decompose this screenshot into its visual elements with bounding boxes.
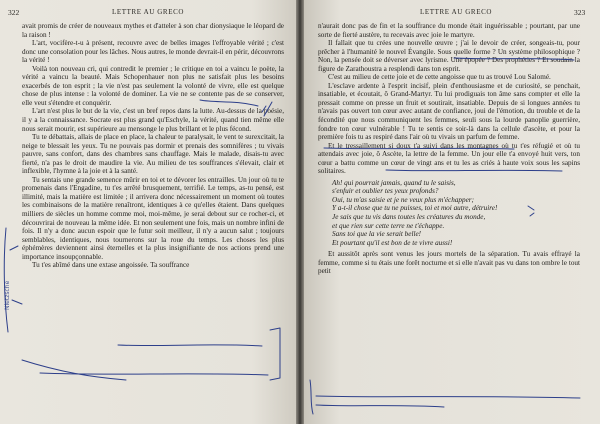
ink-underline [118,345,262,346]
right-paragraph: n'aurait donc pas de fin et la souffrance du monde était inguérissable ; pourtant, par une sorte de fierté austère, tu recevais avec joie le martyre. [318,22,580,39]
poem-line: Je sais que tu vis dans toutes les créatures du monde, [332,213,486,222]
ink-check-mark [262,102,272,116]
right-paragraph: Et aussitôt après sont venus les jours mortels de la séparation. Tu avais effrayé la femme, comme si tu étais une forêt nocturne et si elle n'avait pas vu dans ton ombre le tout petit [318,250,580,276]
right-paragraph: C'est au milieu de cette joie et de cette angoisse que tu as trouvé Lou Salomé. [328,73,551,82]
ink-margin-stroke [10,246,22,304]
ink-tick [528,206,534,216]
left-paragraph: Tu te débattais, allais de place en place, la chaleur te paralysait, le vent te surexcitait, la neige te blessait les yeux. Tu ne pouvais pas dormir et prenais des somnifères ; tu vivais pauvre, sans confort, dans des chambres sans chauffage. Mais le malade, disais-tu avec fierté, n'a pas le droit de maudire la vie. Au milieu de tes souffrances s'élevait, clair et inflexible, l'hymne à la joie et à la santé. [22,133,284,176]
ink-vertical-mark [310,380,313,414]
handwritten-margin-note: Nietzsche [4,280,11,310]
left-paragraph: Tu sentais une grande semence mûrir en toi et te dévorer les entrailles. Un jour où tu te promenais dans l'Engadine, tu t'es arrêté brusquement, terrifié. Le temps, as-tu pensé, est illimité, mais la matière est limitée ; il arrivera donc nécessairement un moment où toutes les combinaisons de la matière renaîtront, identiques à ce qu'elles étaient. Dans quelques milliers de siècles un homme comme moi, moi-même, je serai debout sur ce rocher-ci, et découvrirai de nouveau la même idée. Et non seulement une fois, mais un nombre infini de fois. Il n'y a donc aucun espoir que le futur soit meilleur, il n'y a aucun salut ; toujours semblables, identiques, nous tournerons sur la roue du temps. Les choses les plus éphémères deviennent ainsi éternelles et la plus insignifiante de nos actions prend une importance insoupçonnable. [22,175,284,261]
left-paragraph: Tu t'es abîmé dans une extase angoissée. Ta souffrance [32,261,190,270]
left-paragraph: L'art, vocifère-t-u à présent, recouvre avec de belles images l'effroyable vérité ; c'est donc une consolation pour les lâches. Nous autres, le monde devrait-il en périr, découvrons la vérité ! [22,39,284,65]
pen-annotations-right [304,0,600,424]
right-page [304,0,600,424]
ink-bracket [270,328,280,380]
right-paragraph: Il fallait que tu crées une nouvelle œuvre ; j'ai le devoir de créer, songeais-tu, pour prêcher à l'humanité le nouvel Évangile. Sous quelle forme ? Un système philosophique ? Non, la pensée doit se déverser avec lyrisme. Une épopée ? Des prophéties ? Et soudain la figure de Zarathoustra a resplendi dans ton esprit. [318,39,580,73]
poem-line: Oui, tu m'as saisie et je ne veux plus m'échapper; [332,195,474,204]
poem-line: Ah! qui pourrait jamais, quand tu le saisis, [332,178,456,187]
ink-underline [324,148,514,149]
poem-line: s'enfuir et oublier tes yeux profonds? [332,187,439,196]
left-running-head: LETTRE AU GRECO [112,8,184,16]
ink-margin-bracket [4,228,8,332]
ink-underline [386,170,562,171]
left-paragraph: avait promis de créer de nouveaux mythes et d'atteler à son char dionysiaque le léopard de la raison ! [22,22,284,39]
book-gutter [296,0,304,424]
right-running-head: LETTRE AU GRECO [420,8,492,16]
pen-annotations-left [0,0,296,424]
poem-line: Sans toi que la vie serait belle! [332,230,422,239]
poem-line: Et pourtant qu'il est bon de te vivre aussi! [332,238,453,247]
left-page [0,0,296,424]
left-page-number: 322 [8,8,20,17]
right-paragraph: L'esclave ardente à l'esprit incisif, plein d'enthousiasme et de curiosité, se penchait, insatiable, et écoutait, ô Grand-Martyr. Tu lui prodiguais ton âme sans compter et elle la pressait comme on presse un fruit et soutirait, insatiable. Depuis de si longues années tu n'avais pas ouvert ton cœur avec autant de confiance, joui de l'émotion, du trouble et de la fécondité que nous communiquent les femmes, seuli sous la lourde panoplie guerrière, fondre ton cœur vulnérable ! Tu te sentis ce soir-là dans la cellule d'ascète, et pour la première fois tu as respiré dans l'air où tu vivais un parfum de femme. [318,81,580,142]
right-page-number: 323 [574,8,586,17]
poem-line: Y a-t-il chose que tu ne puisses, toi et moi autre, détruire! [332,204,498,213]
right-paragraph: Et le tressaillement si doux t'a suivi dans les montagnes où tu t'es réfugié et où tu attendais avec joie, ô Ascète, la lettre de la femme. Un jour elle t'a envoyé huit vers, ton cœur a battu comme un cœur de vingt ans et tu les as criés à haute voix sous les sapins solitaires. [318,141,580,176]
poem-line: et que rien sur cette terre ne t'échappe. [332,221,445,230]
ink-underline [316,396,580,398]
ink-arrow [22,360,126,380]
ink-underline [316,405,444,407]
left-paragraph: Voilà ton nouveau cri, qui contredit le premier ; le critique en toi a vaincu le poète, la vérité a vaincu la beauté. Mais Schopenhauer non plus ne satisfait plus les besoins exacerbés de ton esprit ; la vie n'est pas seulement la volonté de vivre, elle est quelque chose de plus intense : la volonté de dominer. La vie ne se contente pas de se conserver, elle veut s'étendre et conquérir. [22,64,284,107]
ink-underline [200,100,258,106]
left-paragraph: L'art n'est plus le but de la vie, c'est un bref repos dans la lutte. Au-dessus de la poésie, il y a la connaissance. Socrate est plus grand qu'Eschyle, la vérité, quand tien même elle nous serait mourir, est supérieure au mensonge le plus brillant et le plus fécond. [22,107,284,133]
ink-underline [454,58,574,60]
